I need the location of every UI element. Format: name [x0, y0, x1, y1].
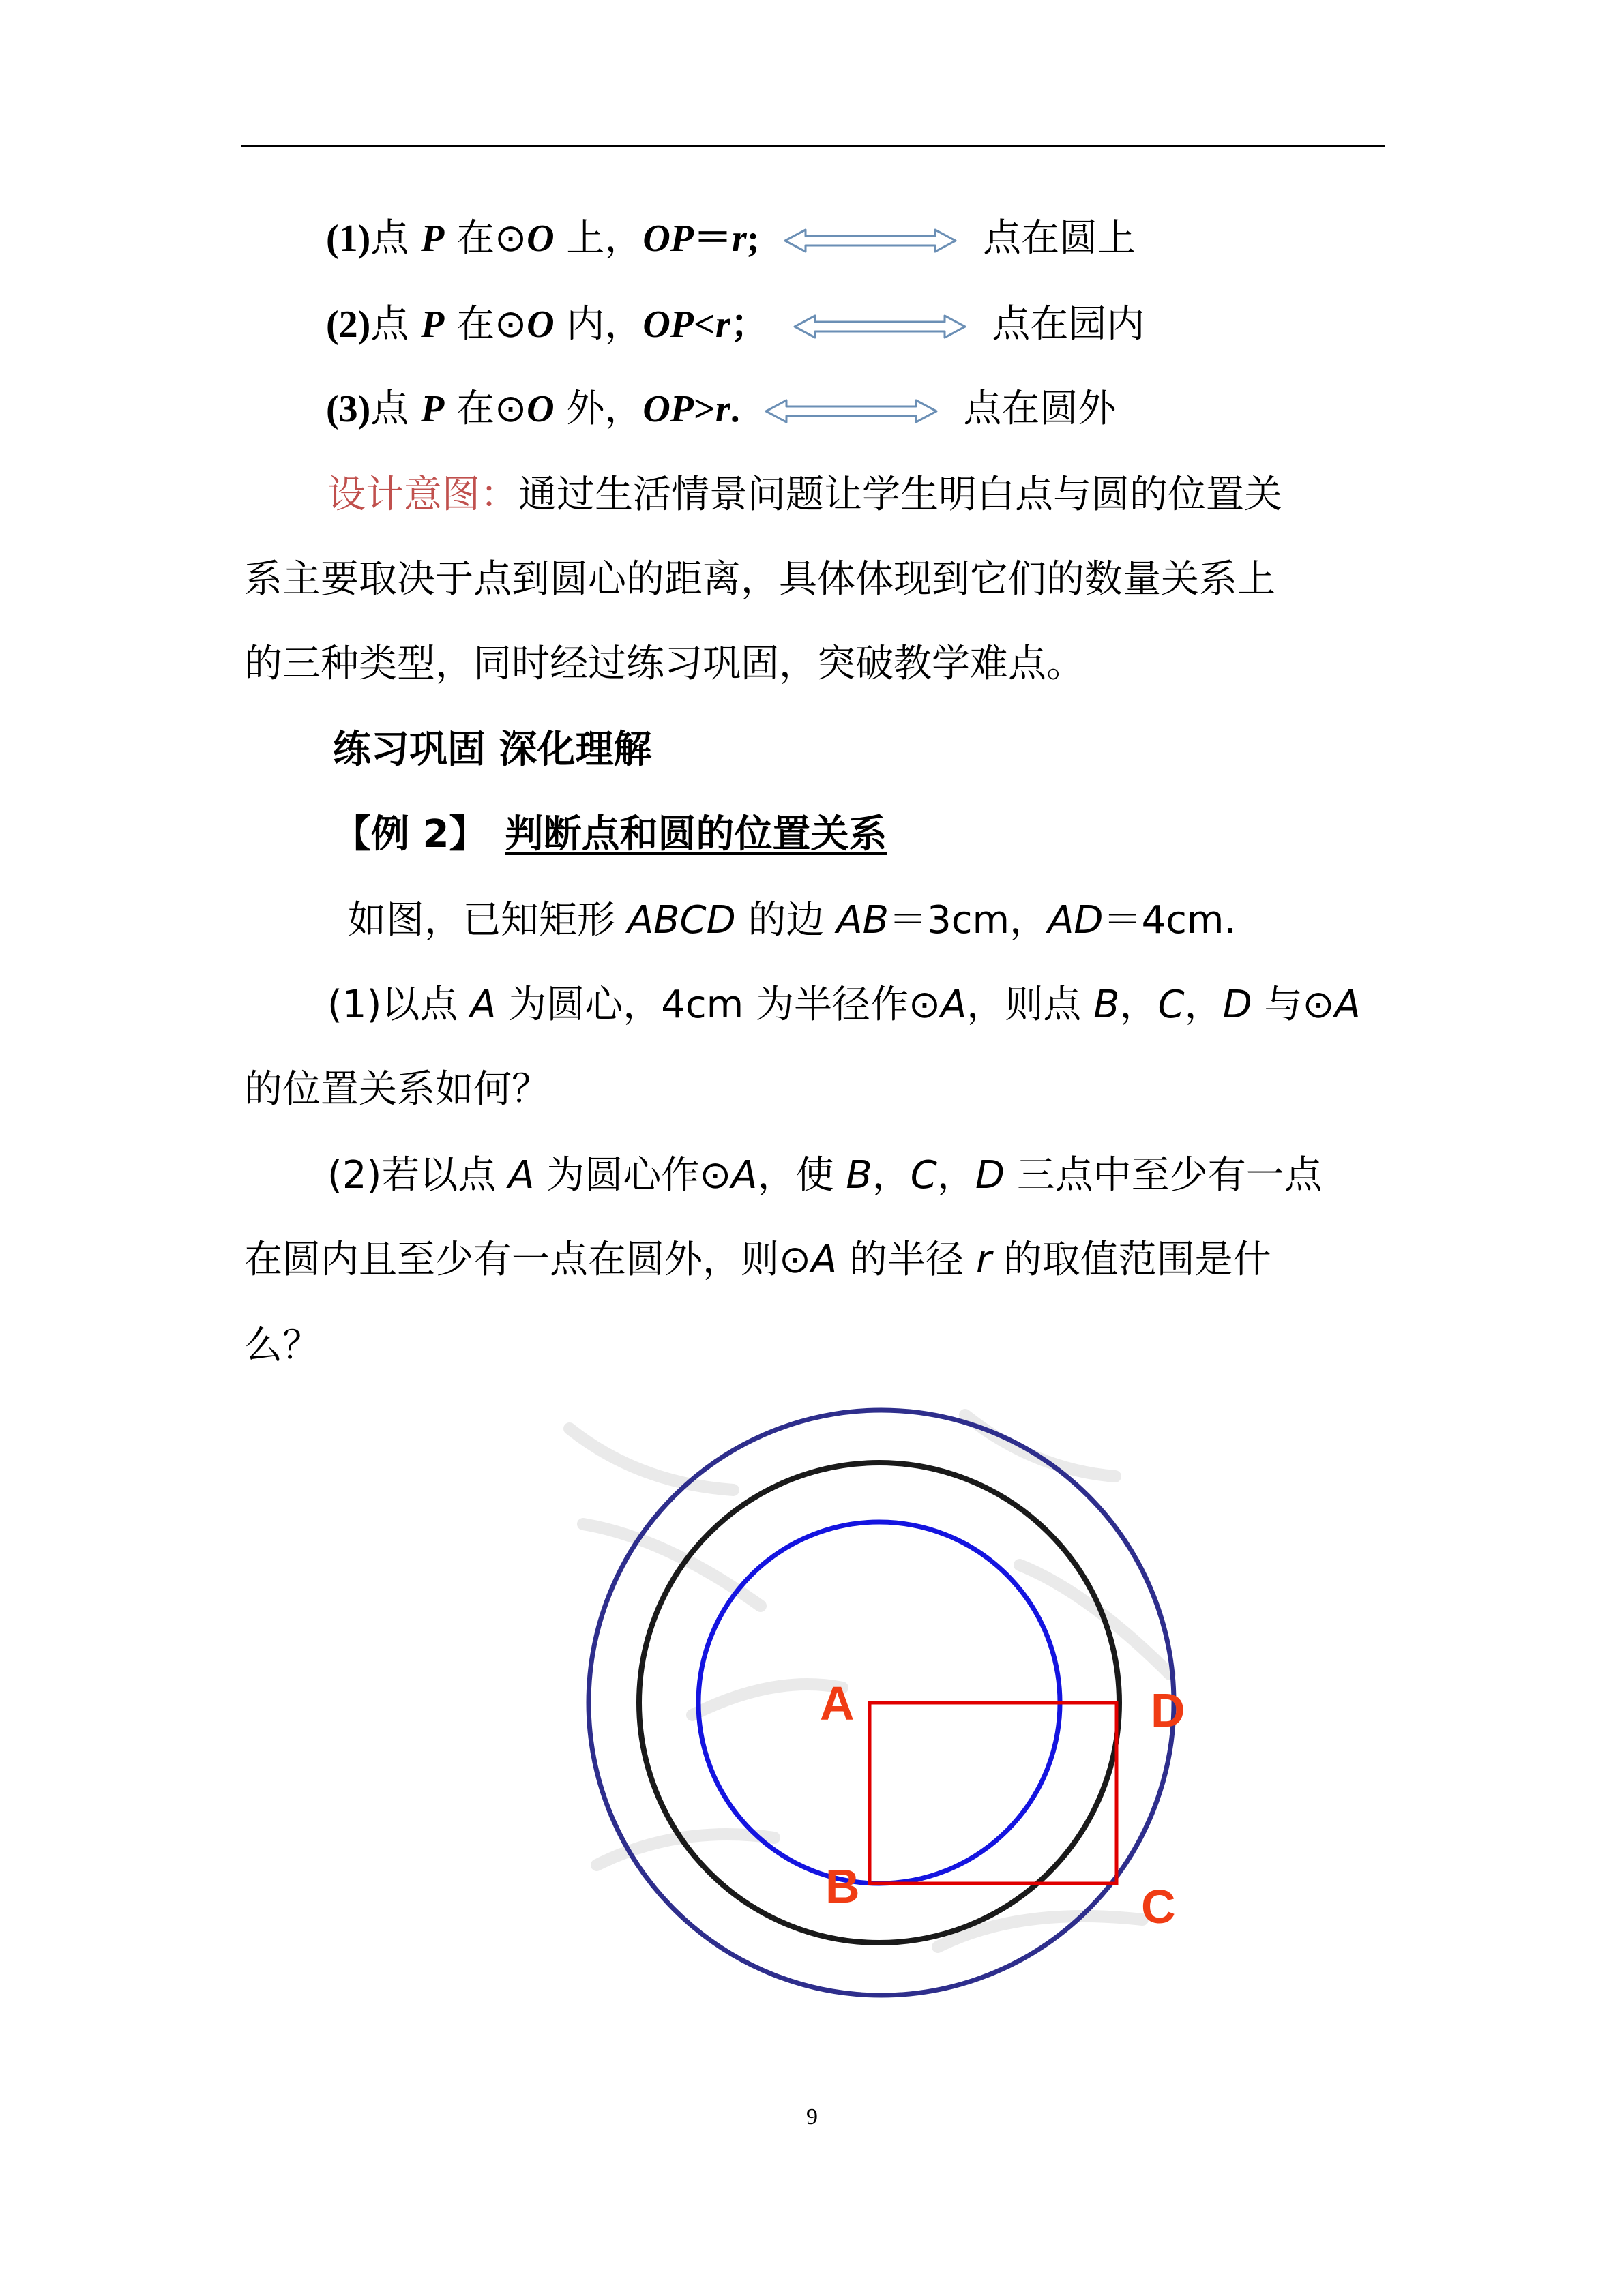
double-arrow-icon [782, 227, 958, 254]
figure-background [556, 1388, 1207, 2025]
example-title: 判断点和圆的位置关系 [505, 812, 887, 856]
design-intent-line-1: 设计意图：通过生活情景问题让学生明白点与圆的位置关 [327, 473, 1282, 517]
question-2-line-2: 在圆内且至少有一点在圆外，则⊙A 的半径 r 的取值范围是什 [244, 1238, 1271, 1282]
label-d: D [1151, 1684, 1185, 1737]
example-heading [333, 807, 887, 862]
question-1-line-1: (1)以点 A 为圆心，4cm 为半径作⊙A，则点 B，C，D 与⊙A [327, 983, 1361, 1027]
question-2-line-1: (2)若以点 A 为圆心作⊙A，使 B，C，D 三点中至少有一点 [327, 1153, 1323, 1197]
section-title: 练习巩固 深化理解 [333, 728, 652, 772]
question-2-line-3: 么？ [244, 1324, 321, 1368]
relation-line-2: (2)点 P 在⊙O 内，OP<r； 点在园内 [326, 302, 1145, 346]
example-tag: 【例 2】 [333, 812, 488, 856]
label-c: C [1141, 1880, 1176, 1933]
design-intent-line-3: 的三种类型，同时经过练习巩固，突破教学难点。 [244, 642, 1084, 686]
relation-line-3: (3)点 P 在⊙O 外，OP>r. 点在圆外 [326, 387, 1117, 431]
label-b: B [825, 1860, 860, 1913]
design-intent-label: 设计意图： [327, 473, 518, 517]
relation-line-1: (1)点 P 在⊙O 上，OP＝r; 点在圆上 [326, 216, 1136, 260]
relation-result: 点在园内 [992, 302, 1145, 346]
page-number: 9 [806, 2104, 818, 2130]
double-arrow-icon [792, 313, 968, 340]
design-intent-line-2: 系主要取决于点到圆心的距离，具体体现到它们的数量关系上 [244, 557, 1275, 601]
header-rule [241, 145, 1385, 147]
relation-result: 点在圆外 [963, 387, 1117, 431]
relation-result: 点在圆上 [983, 216, 1136, 260]
example-intro: 如图，已知矩形 ABCD 的边 AB＝3cm，AD＝4cm. [348, 898, 1237, 942]
circle-rectangle-figure [556, 1388, 1207, 2025]
question-1-line-2: 的位置关系如何？ [244, 1067, 550, 1112]
double-arrow-icon [763, 398, 939, 425]
label-a: A [820, 1677, 855, 1730]
